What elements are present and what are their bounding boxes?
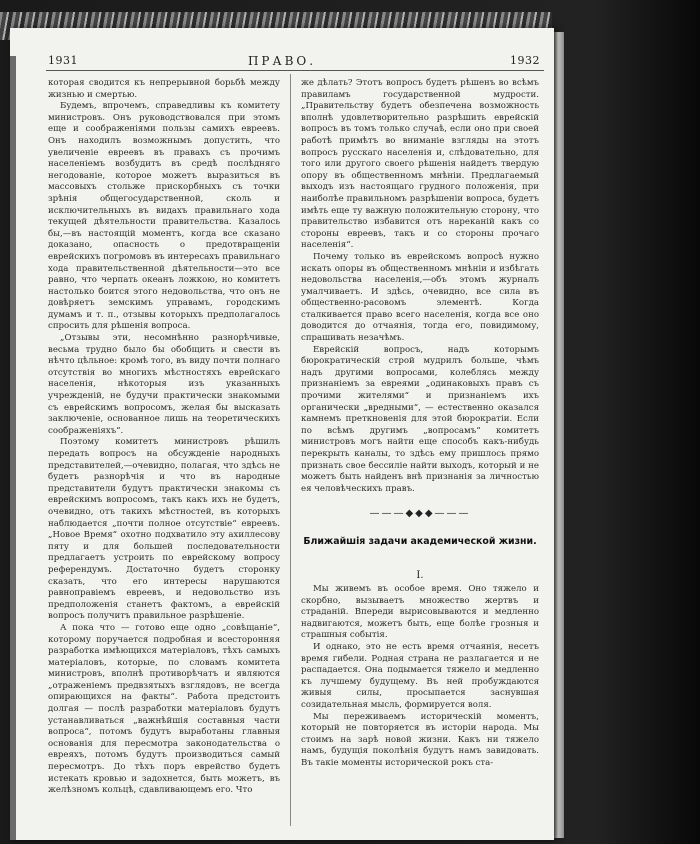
section-title: Ближайшія задачи академической жизни. (303, 536, 537, 547)
journal-title: ПРАВО. (247, 54, 317, 68)
page-stack-edge (554, 32, 564, 838)
paragraph: Мы живемъ въ особое время. Оно тяжело и скорбно, вызываетъ множество жертвъ и страданій. Впереди вырисовываются и медленно надвигаются, можетъ быть, еще болѣе грозныя и страшныя событія. (301, 584, 539, 641)
column-divider (290, 74, 291, 826)
paragraph: которая сводится къ непрерывной борьбѣ между жизнью и смертью. (48, 78, 280, 100)
page-number-right: 1932 (510, 54, 540, 67)
paragraph: Поэтому комитетъ министровъ рѣшилъ передать вопросъ на обсужденіе народныхъ представителей,—очевидно, полагая, что здѣсь не будетъ разнорѣчія и что въ народные представители будутъ практически знакомы съ еврейскимъ вопросомъ, такъ какъ ихъ не будетъ, очевидно, отъ такихъ мѣстностей, въ которыхъ наблюдается „почти полное отсутствіе“ евреевъ. „Новое Время“ охотно подхватило эту ахиллесову пяту и для большей последовательности предлагаетъ устроить по еврейскому вопросу референдумъ. Достаточно будетъ сторонку сказать, что его интересы нарушаются равноправіемъ евреевъ, и недовольство изъ предположенія станетъ фактомъ, а еврейскій вопросъ получитъ правильное разрѣшеніе. (48, 437, 280, 622)
header-rule (46, 70, 544, 71)
paragraph: же дѣлать? Этотъ вопросъ будетъ рѣшенъ во всѣмъ правиламъ государственной мудрости. „Правительству будетъ обезпечена возможность вполнѣ удовлетворительно разрѣшить еврейскій вопросъ въ томъ только случаѣ, если оно при своей работѣ примѣтъ во вниманіе взгляды на этотъ вопросъ русскаго населенія и, слѣдовательно, для того или другого своего рѣшенія найдетъ твердую опору въ общественномъ мнѣніи. Предлагаемый выходъ изъ настоящаго грудного положенія, при наиболѣе правильномъ разрѣшеніи вопроса, будетъ имѣть еще ту важную положительную сторону, что правительство избавится отъ нареканій какъ со стороны евреевъ, такъ и со стороны прочаго населенія“. (301, 78, 539, 251)
left-column (48, 78, 280, 797)
newspaper-page (10, 28, 554, 840)
section-ornament: ———◆◆◆——— (369, 508, 471, 519)
right-column-bottom (301, 584, 539, 770)
paragraph: А пока что — готово еще одно „совѣщаніе“, которому поручается подробная и всесторонняя разработка имѣющихся матеріаловъ, тѣхъ самыхъ матеріаловъ, которые, по словамъ комитета министровъ, вполнѣ противорѣчатъ и являются „отраженіемъ предвзятыхъ взглядовъ, не всегда опирающихся на факты“. Работа предстоитъ долгая — послѣ разработки матеріаловъ будутъ устанавливаться „важнѣйшія составныя части вопроса“, потомъ будутъ выработаны главныя основанія для пересмотра законодательства о евреяхъ, потомъ будутъ производиться самый пересмотръ. До тѣхъ поръ еврейство будетъ истекать кровью и задохнется, быть можетъ, въ желѣзномъ кольцѣ, сдавливающемъ его. Что (48, 622, 280, 796)
binding-spine (10, 56, 16, 840)
paragraph: „Отзывы эти, несомнѣнно разнорѣчивые, весьма трудно было бы обобщить и свести въ нѣчто цѣльное: кромѣ того, въ виду почти полнаго отсутствія во многихъ мѣстностяхъ еврейскаго населенія, нѣкоторыя изъ указанныхъ учрежденій, не будучи практически знакомыми съ еврейскимъ вопросомъ, желая бы высказать заключеніе, основанное лишь на теоретическихъ соображеніяхъ“. (48, 333, 280, 436)
page-number-left: 1931 (48, 54, 78, 67)
paragraph: Почему только въ еврейскомъ вопросѣ нужно искать опоры въ общественномъ мнѣніи и избѣгать недовольства населенія,—объ этомъ журналъ умалчиваетъ. И здѣсь, очевидно, все сила въ общественно-расовомъ элементѣ. Когда сталкивается право всего населенія, когда все оно доводится до отчаянія, тогда его, повидимому, спрашивать незачѣмъ. (301, 251, 539, 344)
paragraph: Будемъ, впрочемъ, справедливы къ комитету министровъ. Онъ руководствовался при этомъ еще и соображеніями пользы самихъ евреевъ. Онъ находилъ возможнымъ допустить, что увеличеніе евреевъ въ правахъ съ прочимъ населеніемъ возбудитъ въ средѣ послѣдняго негодованіе, которое можетъ выразиться въ массовыхъ стольже прискорбныхъ съ точки зрѣнія общегосударственной, сколь и исключительныхъ въ видахъ правильнаго хода текущей дѣятельности правительства. Казалось бы,—въ настоящій моментъ, когда все сказано доказано, опасность о предотвращеніи еврейскихъ погромовъ въ интересахъ правильнаго хода правительственной дѣятельности—это все равно, что черпать океанъ ложкою, но комитетъ настолько боится этого недовольства, что онъ не довѣряетъ земскимъ управамъ, городскимъ думамъ и т. п., отзывы которыхъ предполагалось спросить для рѣшенія вопроса. (48, 101, 280, 332)
paragraph: Еврейскій вопросъ, надъ которымъ бюрократическій строй мудрилъ больше, чѣмъ надъ другими вопросами, колеблясь между признаніемъ за евреями „одинаковыхъ правъ съ прочими жителями“ и признаніемъ ихъ органически „вредными“, — естественно оказался камнемъ преткновенія для этой бюрократіи. Если по всѣмъ другимъ „вопросамъ“ комитетъ министровъ могъ найти еще способъ какъ-нибудь перекрыть каналы, то здѣсь ему пришлось прямо признать свое бессиліе найти выходъ, который и не можетъ быть найденъ внѣ признанія за личностью ея человѣческихъ правъ. (301, 344, 539, 494)
right-column-top (301, 78, 539, 495)
paragraph: Мы переживаемъ историческій моментъ, который не повторяется въ исторіи народа. Мы стоимъ на зарѣ новой жизни. Какъ ни тяжело намъ, будущія поколѣнія будутъ намъ завидовать. Въ такіе моменты исторической рокъ ста- (301, 711, 539, 768)
section-numeral: I. (416, 570, 424, 581)
paragraph: И однако, это не есть время отчаянія, несетъ время гибели. Родная страна не разлагается и не распадается. Она подымается тяжело и медленно къ лучшему будущему. Въ ней пробуждаются живыя силы, просыпается заснувшая созидательная мысль, формируется воля. (301, 641, 539, 710)
